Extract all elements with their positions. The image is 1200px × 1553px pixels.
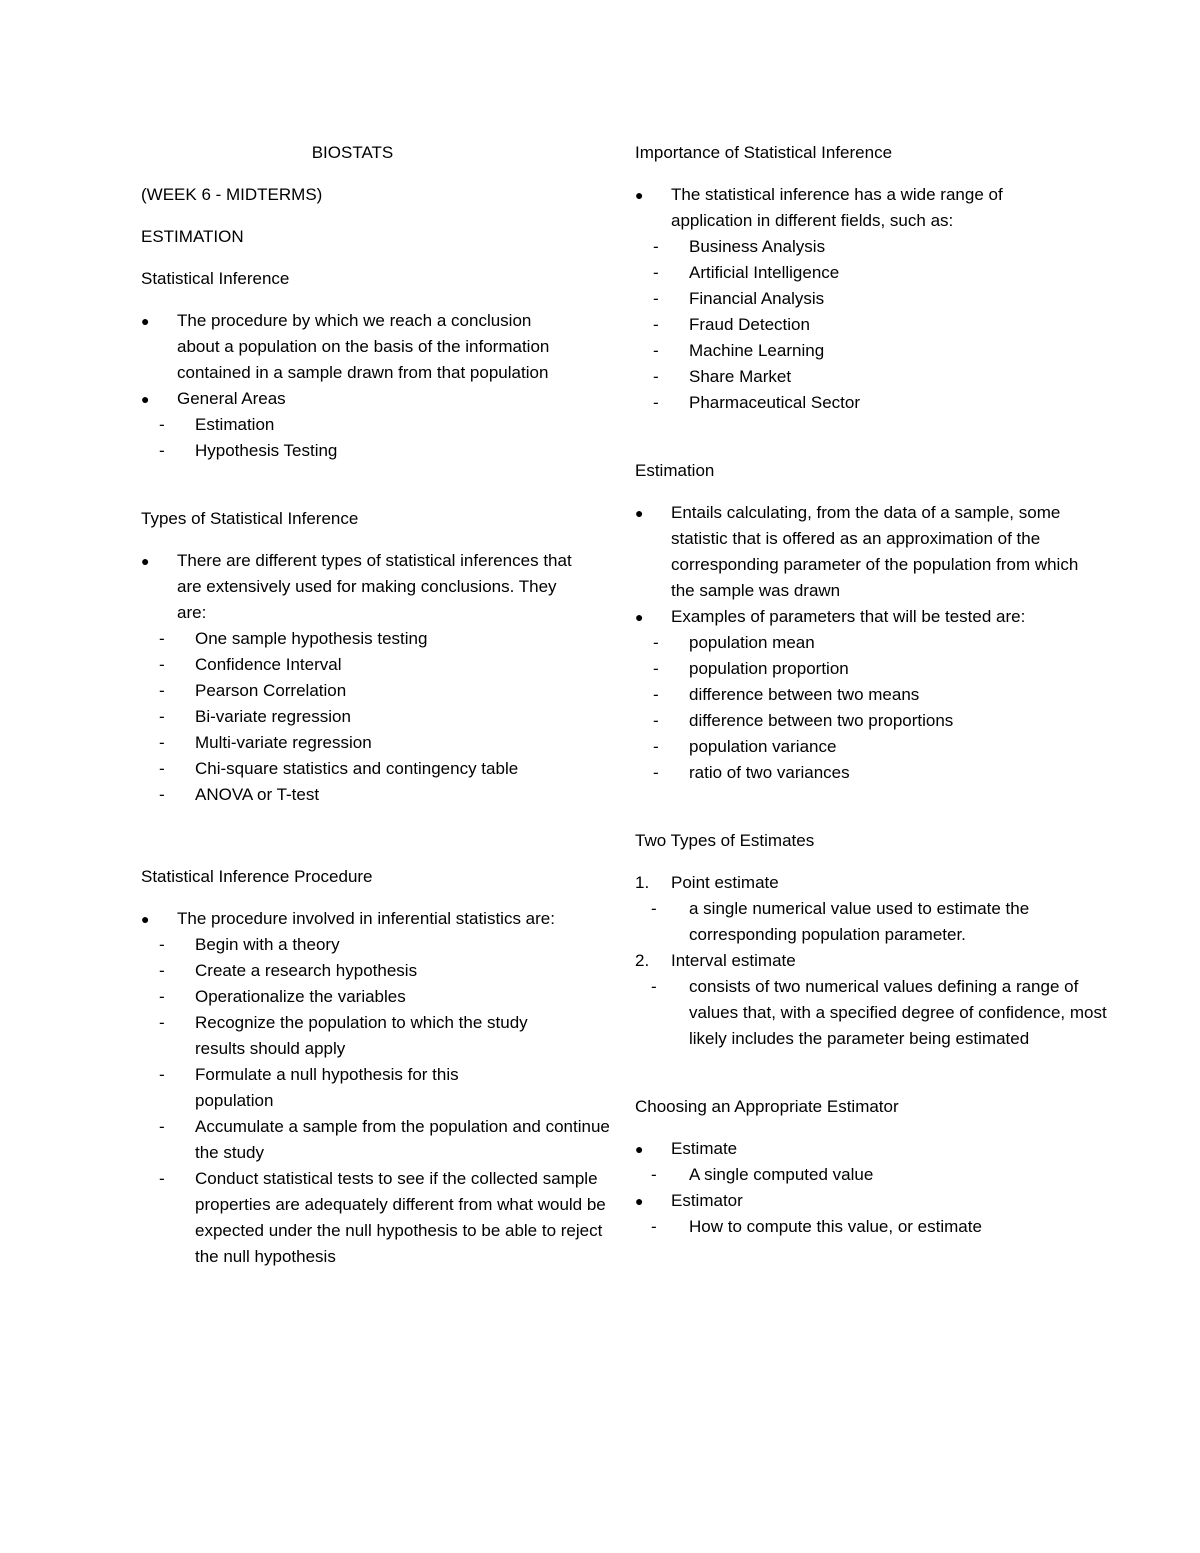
list-item-text: ANOVA or T-test <box>195 785 320 804</box>
list-item <box>141 704 571 730</box>
dash-mark: - <box>651 977 657 996</box>
dash-mark: - <box>159 961 165 980</box>
list-item-text: difference between two means <box>689 685 920 704</box>
bullet-item <box>635 1136 1075 1162</box>
list-item-text: Recognize the population to which the study results should apply <box>195 1013 528 1058</box>
section-heading: Estimation <box>635 461 715 480</box>
bullet-item <box>635 1188 1075 1214</box>
dash-mark: - <box>653 659 659 678</box>
list-item <box>635 896 1109 948</box>
bullet-mark: ● <box>635 609 644 625</box>
section-heading: Importance of Statistical Inference <box>635 143 893 162</box>
dash-mark: - <box>159 1169 165 1188</box>
dash-mark: - <box>159 415 165 434</box>
dash-mark: - <box>653 633 659 652</box>
list-item-text: consists of two numerical values defining a range of values that, with a specified degree of confidence, most likely includes the parameter being estimated <box>689 977 1107 1048</box>
numbered-item-text: Point estimate <box>671 873 779 892</box>
bullet-item <box>141 548 577 626</box>
list-item-text: One sample hypothesis testing <box>195 629 428 648</box>
list-item <box>141 1166 615 1270</box>
bullet-mark: ● <box>635 1141 644 1157</box>
bullet-mark: ● <box>635 1193 644 1209</box>
dash-mark: - <box>159 733 165 752</box>
list-item-text: Pearson Correlation <box>195 681 347 700</box>
bullet-mark: ● <box>635 187 644 203</box>
list-item <box>635 1162 1075 1188</box>
bullet-mark: ● <box>141 313 150 329</box>
dash-mark: - <box>653 315 659 334</box>
right-column <box>635 140 1107 1240</box>
dash-mark: - <box>653 263 659 282</box>
list-item-text: population mean <box>689 633 815 652</box>
dash-mark: - <box>159 441 165 460</box>
section-heading: Choosing an Appropriate Estimator <box>635 1097 899 1116</box>
bullet-text: Estimator <box>671 1191 743 1210</box>
list-item-text: Conduct statistical tests to see if the collected sample properties are adequately different from what would be expected under the null hypothesis to be able to reject the null hypothesis <box>195 1169 606 1266</box>
numbered-item-text: Interval estimate <box>671 951 796 970</box>
topic-label: ESTIMATION <box>141 227 244 246</box>
dash-mark: - <box>653 685 659 704</box>
list-item-text: Accumulate a sample from the population and continue the study <box>195 1117 610 1162</box>
dash-mark: - <box>653 763 659 782</box>
list-item-text: a single numerical value used to estimate the corresponding population parameter. <box>689 899 1030 944</box>
list-item-text: Bi-variate regression <box>195 707 351 726</box>
list-item <box>141 984 571 1010</box>
dash-mark: - <box>159 629 165 648</box>
list-item <box>141 412 571 438</box>
bullet-mark: ● <box>141 553 150 569</box>
list-item-text: population proportion <box>689 659 849 678</box>
week-label: (WEEK 6 - MIDTERMS) <box>141 185 323 204</box>
list-item <box>635 1214 1075 1240</box>
list-item <box>141 1010 575 1062</box>
bullet-item <box>141 308 557 386</box>
bullet-text: Entails calculating, from the data of a sample, some statistic that is offered as an approximation of the corresponding parameter of the population from which the sample was drawn <box>671 503 1079 600</box>
list-item <box>635 234 1075 260</box>
list-item <box>635 338 1075 364</box>
bullet-text: Examples of parameters that will be tested are: <box>671 607 1026 626</box>
number-mark: 2. <box>635 951 650 970</box>
dash-mark: - <box>653 289 659 308</box>
list-item-text: ratio of two variances <box>689 763 850 782</box>
section-heading: Statistical Inference Procedure <box>141 867 373 886</box>
list-item <box>635 974 1109 1052</box>
list-item-text: Hypothesis Testing <box>195 441 338 460</box>
list-item <box>141 652 571 678</box>
list-item-text: Artificial Intelligence <box>689 263 840 282</box>
list-item-text: Confidence Interval <box>195 655 342 674</box>
section-heading: Two Types of Estimates <box>635 831 815 850</box>
list-item-text: A single computed value <box>689 1165 874 1184</box>
bullet-mark: ● <box>635 505 644 521</box>
bullet-text: The procedure by which we reach a conclusion about a population on the basis of the information contained in a sample drawn from that population <box>177 311 550 382</box>
list-item-text: population variance <box>689 737 837 756</box>
list-item <box>635 390 1075 416</box>
list-item <box>635 364 1075 390</box>
dash-mark: - <box>159 1065 165 1084</box>
list-item <box>141 730 571 756</box>
dash-mark: - <box>651 1217 657 1236</box>
dash-mark: - <box>653 393 659 412</box>
list-item <box>141 438 571 464</box>
list-item-text: difference between two proportions <box>689 711 954 730</box>
dash-mark: - <box>159 987 165 1006</box>
bullet-item <box>635 604 1111 630</box>
section-heading: Types of Statistical Inference <box>141 509 359 528</box>
bullet-item <box>141 386 571 412</box>
list-item <box>635 630 1075 656</box>
list-item-text: How to compute this value, or estimate <box>689 1217 982 1236</box>
list-item <box>141 782 571 808</box>
list-item-text: Estimation <box>195 415 275 434</box>
bullet-text: There are different types of statistical inferences that are extensively used for making conclusions. They are: <box>177 551 572 622</box>
list-item <box>635 656 1075 682</box>
bullet-item <box>635 500 1091 604</box>
dash-mark: - <box>159 707 165 726</box>
list-item <box>141 678 571 704</box>
list-item-text: Create a research hypothesis <box>195 961 418 980</box>
dash-mark: - <box>159 1013 165 1032</box>
left-column <box>141 140 610 1270</box>
list-item-text: Financial Analysis <box>689 289 825 308</box>
dash-mark: - <box>159 759 165 778</box>
list-item-text: Business Analysis <box>689 237 826 256</box>
list-item <box>635 682 1075 708</box>
numbered-item <box>635 870 1075 896</box>
dash-mark: - <box>159 935 165 954</box>
list-item <box>141 626 571 652</box>
dash-mark: - <box>651 1165 657 1184</box>
list-item <box>635 260 1075 286</box>
list-item <box>141 1114 625 1166</box>
bullet-text: Estimate <box>671 1139 738 1158</box>
section-heading: Statistical Inference <box>141 269 290 288</box>
dash-mark: - <box>159 681 165 700</box>
list-item-text: Pharmaceutical Sector <box>689 393 861 412</box>
dash-mark: - <box>159 1117 165 1136</box>
list-item <box>141 958 571 984</box>
doc-title: BIOSTATS <box>311 143 394 162</box>
list-item-text: Formulate a null hypothesis for this population <box>195 1065 459 1110</box>
dash-mark: - <box>653 367 659 386</box>
bullet-item <box>635 182 1071 234</box>
list-item <box>635 734 1075 760</box>
list-item-text: Multi-variate regression <box>195 733 372 752</box>
list-item <box>635 708 1075 734</box>
bullet-text: The statistical inference has a wide range of application in different fields, such as: <box>671 185 1003 230</box>
dash-mark: - <box>653 341 659 360</box>
list-item <box>141 932 571 958</box>
bullet-item <box>141 906 557 932</box>
list-item-text: Fraud Detection <box>689 315 810 334</box>
dash-mark: - <box>159 785 165 804</box>
list-item <box>141 756 571 782</box>
list-item <box>635 760 1075 786</box>
bullet-mark: ● <box>141 911 150 927</box>
list-item-text: Begin with a theory <box>195 935 340 954</box>
dash-mark: - <box>653 237 659 256</box>
dash-mark: - <box>159 655 165 674</box>
dash-mark: - <box>653 737 659 756</box>
list-item <box>635 312 1075 338</box>
list-item-text: Operationalize the variables <box>195 987 406 1006</box>
bullet-text: General Areas <box>177 389 286 408</box>
dash-mark: - <box>651 899 657 918</box>
list-item-text: Chi-square statistics and contingency table <box>195 759 519 778</box>
dash-mark: - <box>653 711 659 730</box>
bullet-mark: ● <box>141 391 150 407</box>
list-item-text: Share Market <box>689 367 792 386</box>
numbered-item <box>635 948 1075 974</box>
list-item <box>141 1062 515 1114</box>
bullet-text: The procedure involved in inferential statistics are: <box>177 909 555 928</box>
number-mark: 1. <box>635 873 650 892</box>
list-item-text: Machine Learning <box>689 341 825 360</box>
list-item <box>635 286 1075 312</box>
